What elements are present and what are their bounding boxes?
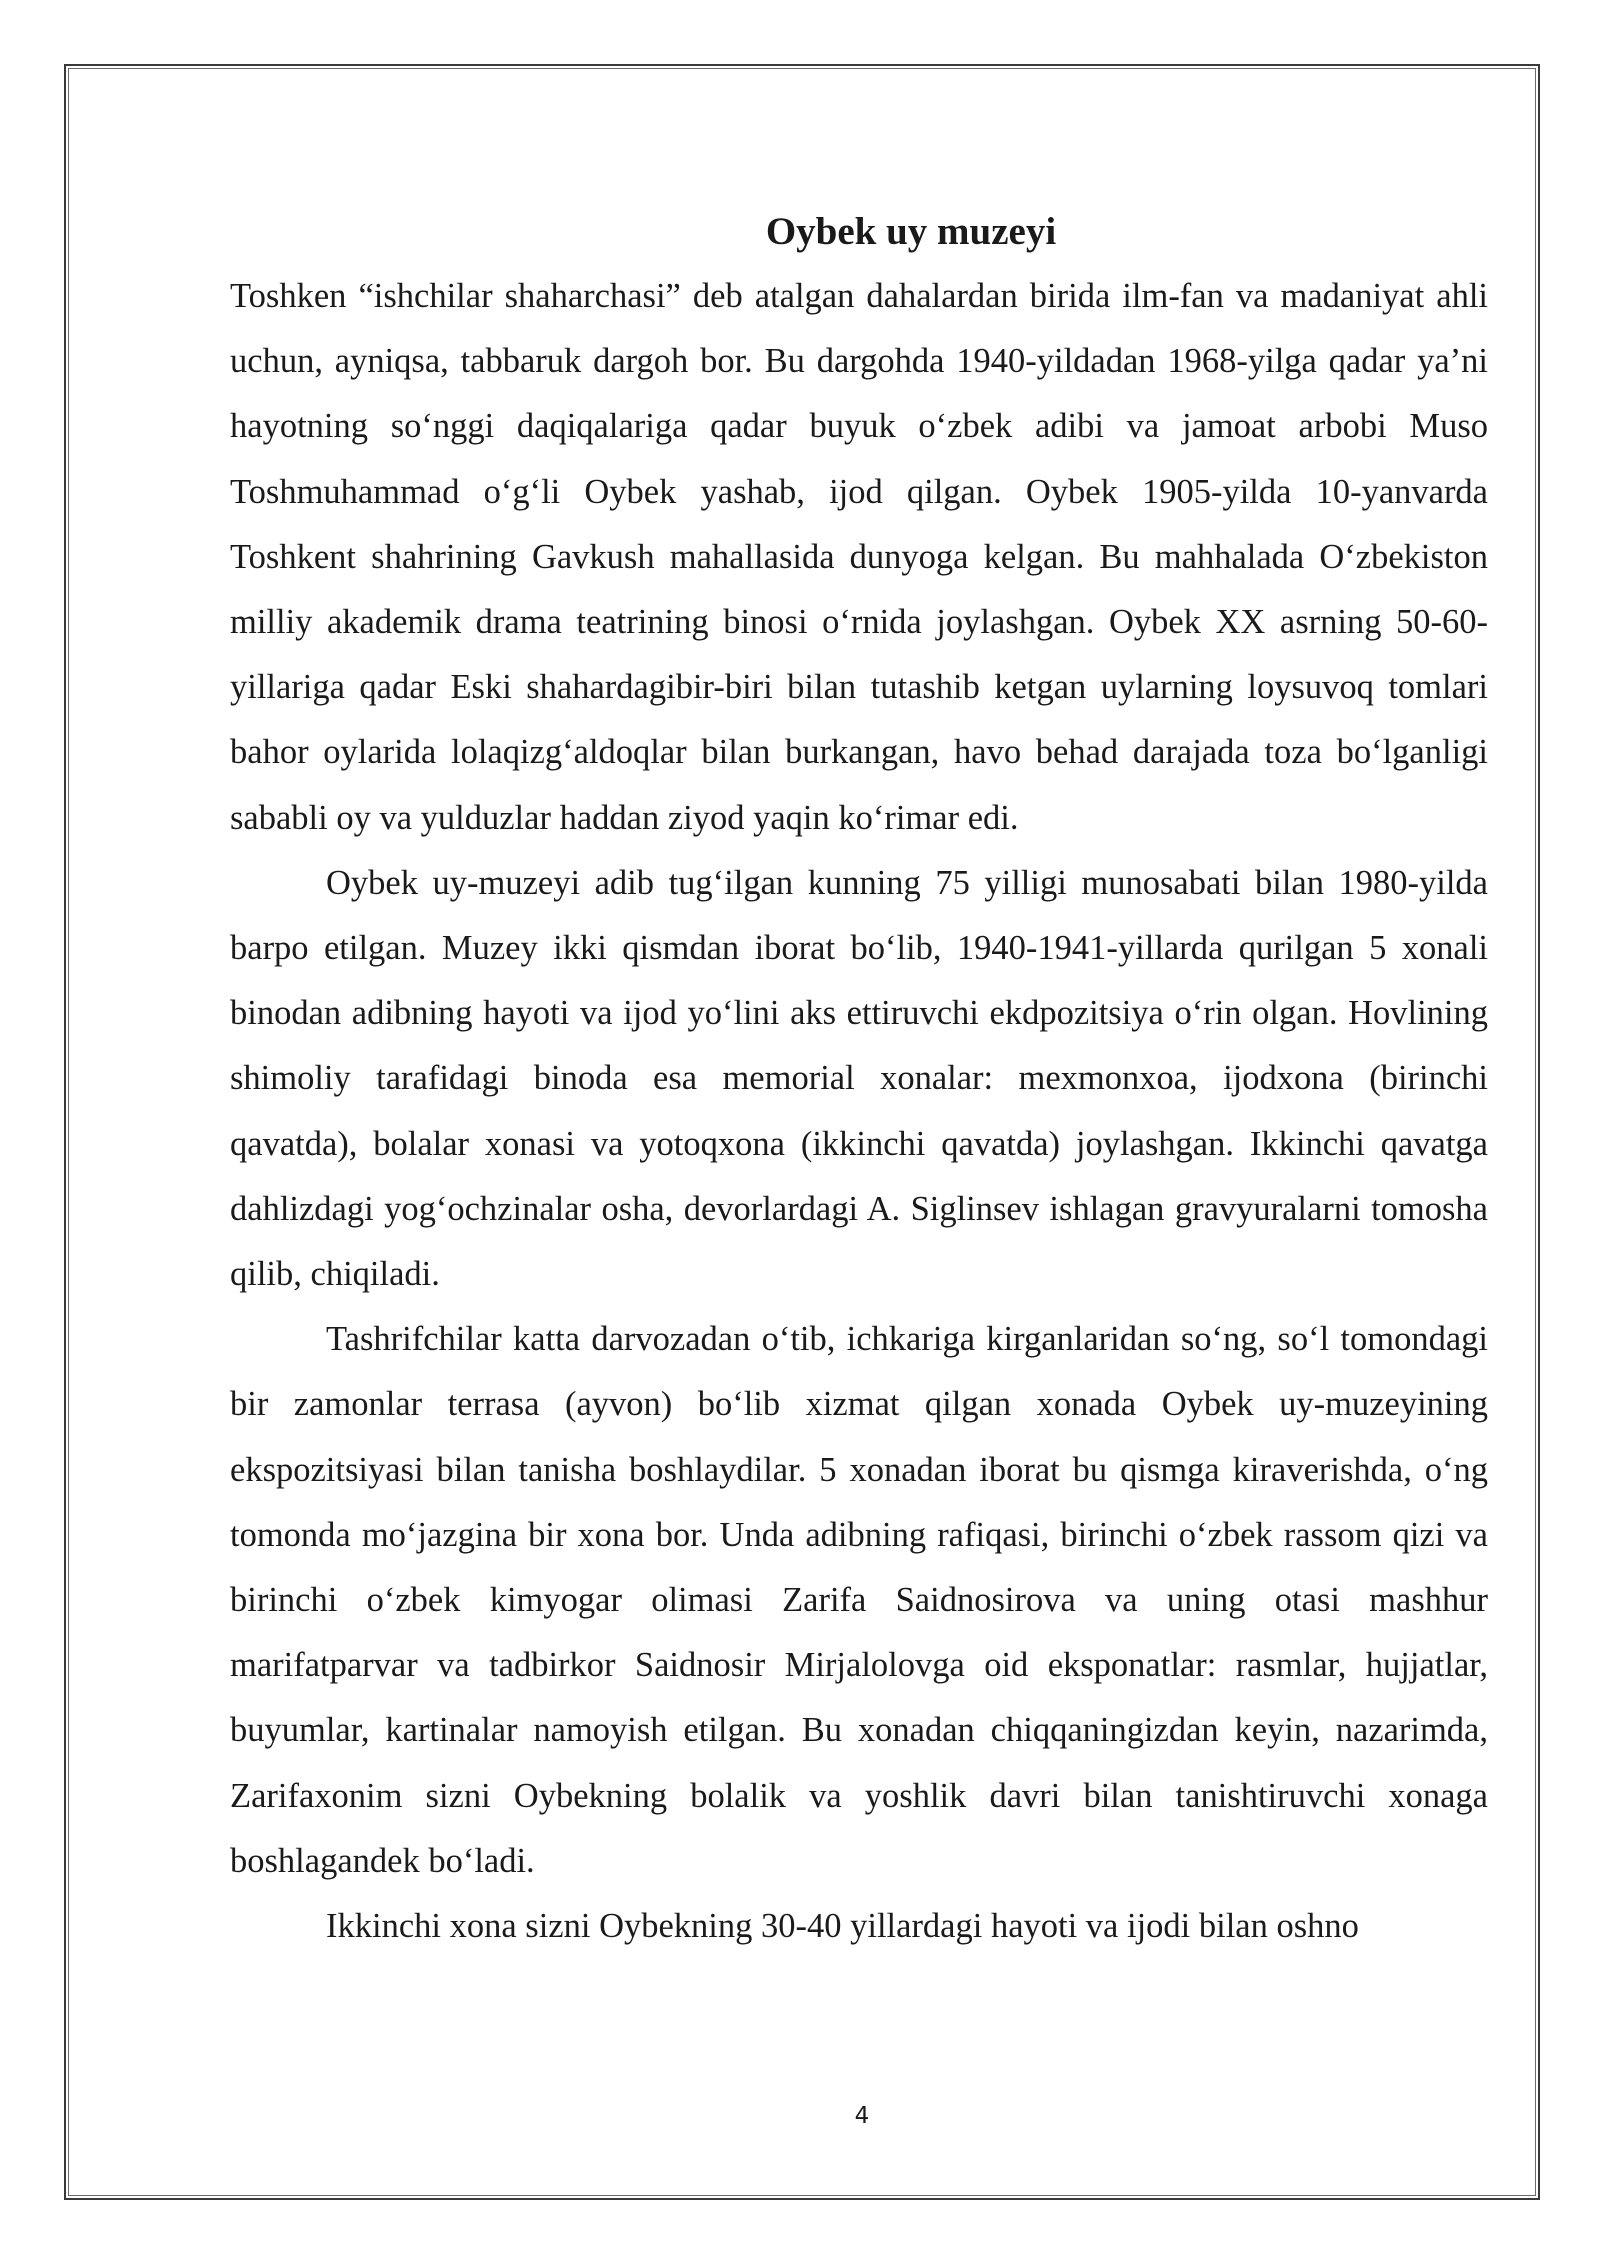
page-number: 4	[854, 2103, 870, 2129]
paragraph-3: Tashrifchilar katta darvozadan o‘tib, ichkariga kirganlaridan so‘ng, so‘l tomondagi bir zamonlar terrasa (ayvon) bo‘lib xizmat qilgan xonada Oybek uy-muzeyining ekspozitsiyasi bilan tanisha boshlaydilar. 5 xonadan iborat bu qismga kiraverishda, o‘ng tomonda mo‘jazgina bir xona bor. Unda adibning rafiqasi, birinchi o‘zbek rassom qizi va birinchi o‘zbek kimyogar olimasi Zarifa Saidnosirova va uning otasi mashhur marifatparvar va tadbirkor Saidnosir Mirjalolovga oid eksponatlar: rasmlar, hujjatlar, buyumlar, kartinalar namoyish etilgan. Bu xonadan chiqqaningizdan keyin, nazarimda, Zarifaxonim sizni Oybekning bolalik va yoshlik davri bilan tanishtiruvchi xonaga boshlagandek bo‘ladi.	[230, 1320, 1488, 1880]
document-body	[230, 200, 1488, 1959]
paragraph-1: Toshken “ishchilar shaharchasi” deb atalgan dahalardan birida ilm-fan va madaniyat ahli uchun, ayniqsa, tabbaruk dargoh bor. Bu dargohda 1940-yildadan 1968-yilga qadar ya’ni hayotning so‘nggi daqiqalariga qadar buyuk o‘zbek adibi va jamoat arbobi Muso Toshmuhammad o‘g‘li Oybek yashab, ijod qilgan. Oybek 1905-yilda 10-yanvarda Toshkent shahrining Gavkush mahallasida dunyoga kelgan. Bu mahhalada O‘zbekiston milliy akademik drama teatrining binosi o‘rnida joylashgan. Oybek XX asrning 50-60- yillariga qadar Eski shahardagibir-biri bilan tutashib ketgan uylarning loysuvoq tomlari bahor oylarida lolaqizg‘aldoqlar bilan burkangan, havo behad darajada toza bo‘lganligi sababli oy va yulduzlar haddan ziyod yaqin ko‘rimar edi.	[230, 277, 1488, 837]
paragraph-4: Ikkinchi xona sizni Oybekning 30-40 yillardagi hayoti va ijodi bilan oshno	[326, 1907, 1359, 1946]
paragraph-2: Oybek uy-muzeyi adib tug‘ilgan kunning 75 yilligi munosabati bilan 1980-yilda barpo etilgan. Muzey ikki qismdan iborat bo‘lib, 1940-1941-yillarda qurilgan 5 xonali binodan adibning hayoti va ijod yo‘lini aks ettiruvchi ekdpozitsiya o‘rin olgan. Hovlining shimoliy tarafidagi binoda esa memorial xonalar: mexmonxoa, ijodxona (birinchi qavatda), bolalar xonasi va yotoqxona (ikkinchi qavatda) joylashgan. Ikkinchi qavatga dahlizdagi yog‘ochzinalar osha, devorlardagi A. Siglinsev ishlagan gravyuralarni tomosha qilib, chiqiladi.	[230, 863, 1488, 1294]
document-title: Oybek uy muzeyi	[765, 210, 1057, 253]
